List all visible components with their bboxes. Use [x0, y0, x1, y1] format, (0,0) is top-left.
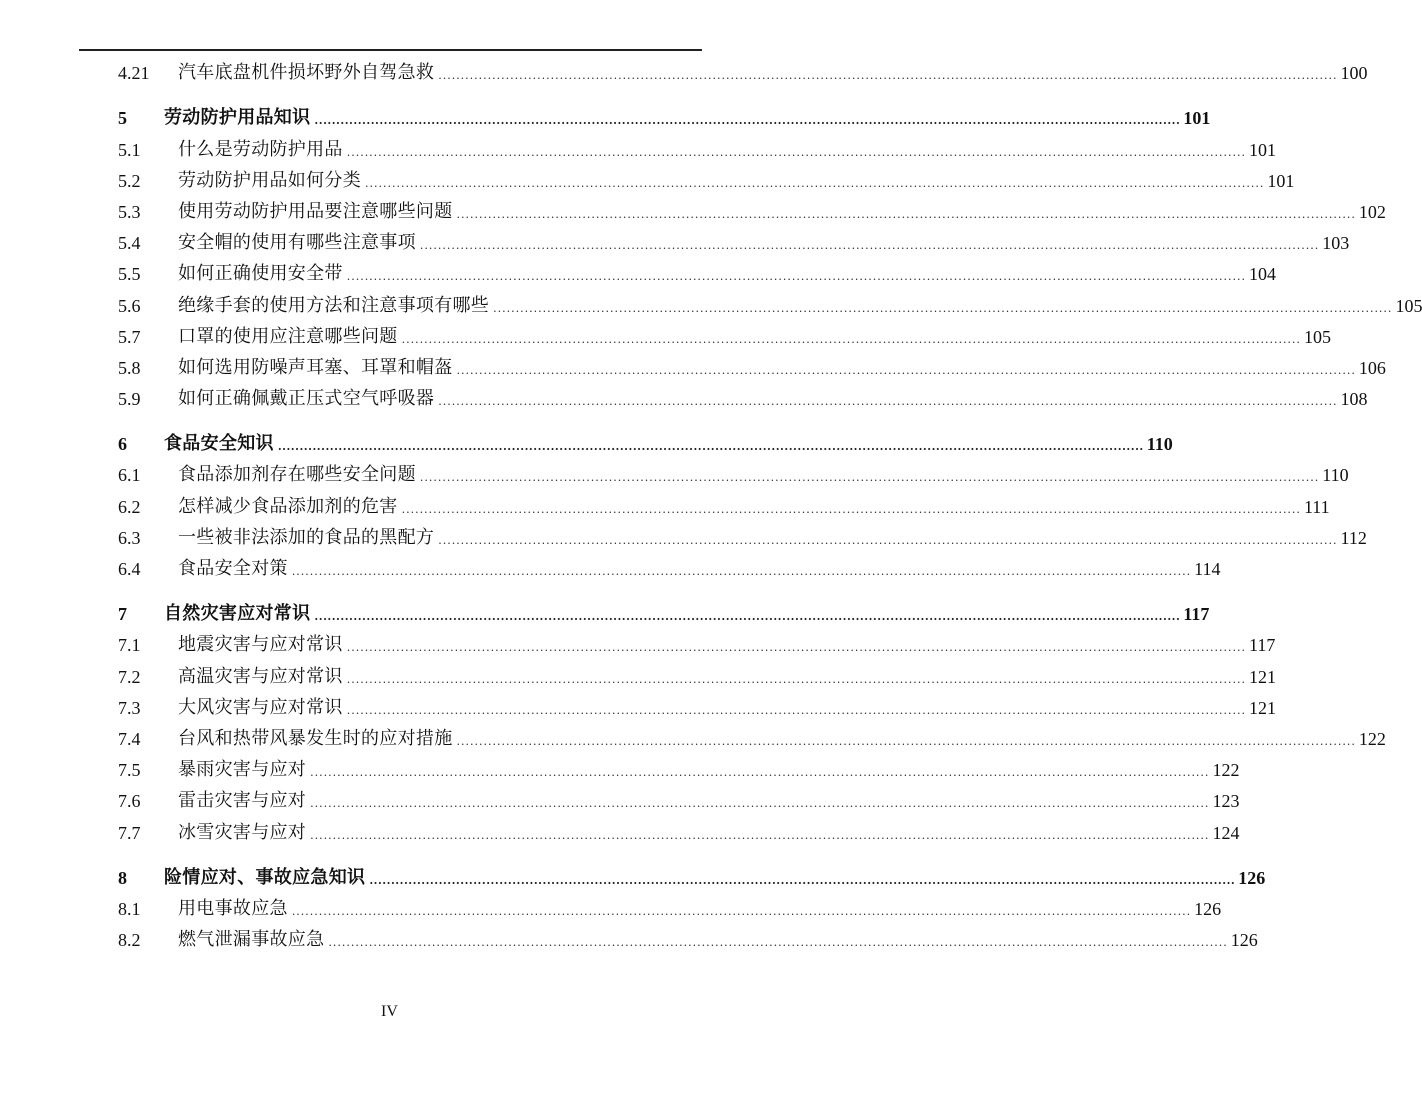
entry-number: 5.2: [118, 170, 141, 191]
entry-title: 冰雪灾害与应对: [178, 821, 307, 843]
entry-number: 8: [118, 867, 127, 888]
entry-number: 5.6: [118, 295, 141, 316]
dot-leader: ........................................................................................................................................................................................................: [401, 502, 1301, 516]
toc-section-entry[interactable]: [118, 54, 1368, 85]
entry-number: 5.1: [118, 139, 141, 160]
toc-section-entry[interactable]: [118, 193, 1386, 224]
entry-title: 台风和热带风暴发生时的应对措施: [178, 727, 453, 749]
entry-title: 如何正确佩戴正压式空气呼吸器: [178, 388, 435, 410]
dot-leader: ........................................................................................................................................................................................................: [291, 565, 1192, 578]
entry-page-number: 114: [1194, 559, 1221, 579]
entry-page-number: 122: [1358, 728, 1386, 749]
entry-page-number: 126: [1194, 898, 1222, 919]
entry-title: 一些被非法添加的食品的黑配方: [178, 526, 435, 548]
entry-number: 6.3: [118, 527, 141, 548]
entry-number: 7.7: [118, 822, 141, 843]
dot-leader: ........................................................................................................................................................................................................: [438, 395, 1338, 409]
entry-title: 险情应对、事故应急知识: [164, 866, 366, 888]
entry-number: 5.9: [118, 389, 141, 410]
entry-page-number: 110: [1322, 465, 1349, 486]
dot-leader: ........................................................................................................................................................................................................: [314, 610, 1181, 624]
dot-leader: ........................................................................................................................................................................................................: [493, 301, 1393, 315]
toc-section-entry[interactable]: [118, 921, 1258, 952]
dot-leader: ........................................................................................................................................................................................................: [401, 332, 1301, 346]
entry-title: 高温灾害与应对常识: [178, 665, 343, 687]
entry-number: 6.1: [118, 465, 141, 486]
entry-number: 5.3: [118, 201, 141, 222]
entry-page-number: 105: [1395, 295, 1422, 316]
toc-section-entry[interactable]: [118, 130, 1277, 161]
entry-page-number: 123: [1212, 791, 1240, 812]
entry-number: 7.6: [118, 791, 141, 812]
entry-page-number: 100: [1340, 63, 1368, 84]
entry-number: 7.4: [118, 728, 141, 749]
toc-section-entry[interactable]: [118, 657, 1277, 688]
entry-title: 大风灾害与应对常识: [178, 696, 343, 718]
entry-page-number: 126: [1230, 930, 1258, 951]
entry-page-number: 105: [1303, 326, 1331, 347]
entry-title: 地震灾害与应对常识: [178, 634, 343, 656]
entry-page-number: 106: [1358, 357, 1386, 378]
toc-section-entry[interactable]: [118, 487, 1330, 518]
toc-section-entry[interactable]: [118, 550, 1221, 581]
entry-title: 汽车底盘机件损坏野外自驾急救: [178, 62, 435, 84]
toc-section-entry[interactable]: [118, 318, 1331, 349]
toc-section-entry[interactable]: [118, 751, 1240, 782]
entry-number: 6.2: [118, 496, 141, 517]
entry-page-number: 121: [1249, 697, 1277, 718]
entry-title: 雷击灾害与应对: [178, 790, 307, 812]
entry-title: 口罩的使用应注意哪些问题: [178, 325, 398, 347]
entry-page-number: 108: [1340, 389, 1368, 410]
entry-title: 自然灾害应对常识: [164, 603, 311, 625]
entry-page-number: 126: [1238, 867, 1266, 888]
entry-title: 用电事故应急: [178, 897, 288, 919]
entry-title: 食品安全知识: [164, 433, 274, 455]
dot-leader: ........................................................................................................................................................................................................: [328, 936, 1228, 950]
dot-leader: ........................................................................................................................................................................................................: [365, 176, 1265, 190]
entry-page-number: 101: [1183, 108, 1211, 129]
entry-title: 如何正确使用安全带: [178, 263, 343, 285]
entry-page-number: 124: [1212, 822, 1240, 843]
entry-number: 7.2: [118, 666, 141, 687]
entry-title: 什么是劳动防护用品: [178, 138, 343, 160]
entry-title: 如何选用防噪声耳塞、耳罩和帽盔: [178, 356, 453, 378]
entry-title: 怎样减少食品添加剂的危害: [178, 495, 398, 517]
entry-number: 7.1: [118, 635, 141, 656]
table-of-contents: [118, 54, 1422, 952]
dot-leader: ........................................................................................................................................................................................................: [419, 471, 1320, 485]
entry-title: 绝缘手套的使用方法和注意事项有哪些: [178, 294, 490, 316]
dot-leader: ........................................................................................................................................................................................................: [369, 873, 1236, 887]
toc-chapter-entry[interactable]: [118, 859, 1266, 890]
entry-number: 6: [118, 434, 127, 455]
entry-title: 劳动防护用品知识: [164, 107, 311, 129]
toc-chapter-entry[interactable]: [118, 99, 1211, 130]
entry-page-number: 112: [1340, 527, 1367, 548]
toc-section-entry[interactable]: [118, 813, 1240, 844]
entry-page-number: 117: [1183, 604, 1210, 625]
toc-section-entry[interactable]: [118, 286, 1422, 317]
entry-title: 使用劳动防护用品要注意哪些问题: [178, 200, 453, 222]
entry-page-number: 102: [1358, 201, 1386, 222]
page-number: IV: [381, 1003, 398, 1020]
dot-leader: ........................................................................................................................................................................................................: [456, 207, 1356, 221]
entry-page-number: 103: [1322, 233, 1350, 254]
header-rule: [79, 49, 702, 51]
dot-leader: ........................................................................................................................................................................................................: [346, 672, 1247, 686]
entry-number: 7: [118, 604, 127, 625]
entry-number: 4.21: [118, 63, 150, 84]
dot-leader: ........................................................................................................................................................................................................: [310, 828, 1210, 842]
entry-number: 5.5: [118, 264, 141, 285]
toc-section-entry[interactable]: [118, 519, 1367, 550]
dot-leader: ........................................................................................................................................................................................................: [438, 69, 1338, 83]
dot-leader: ........................................................................................................................................................................................................: [277, 440, 1144, 454]
dot-leader: ........................................................................................................................................................................................................: [419, 239, 1320, 253]
toc-section-entry[interactable]: [118, 890, 1222, 921]
toc-section-entry[interactable]: [118, 224, 1350, 255]
entry-page-number: 101: [1267, 170, 1295, 191]
toc-section-entry[interactable]: [118, 456, 1349, 487]
entry-title: 燃气泄漏事故应急: [178, 929, 325, 951]
toc-section-entry[interactable]: [118, 255, 1277, 286]
dot-leader: ........................................................................................................................................................................................................: [456, 363, 1356, 377]
dot-leader: ........................................................................................................................................................................................................: [346, 641, 1247, 655]
toc-chapter-entry[interactable]: [118, 595, 1210, 626]
entry-title: 安全帽的使用有哪些注意事项: [178, 232, 416, 254]
entry-title: 暴雨灾害与应对: [178, 759, 307, 781]
entry-number: 5.4: [118, 233, 141, 254]
entry-title: 劳动防护用品如何分类: [178, 169, 361, 191]
entry-page-number: 110: [1146, 434, 1173, 455]
toc-section-entry[interactable]: [118, 162, 1295, 193]
entry-page-number: 101: [1249, 139, 1277, 160]
dot-leader: ........................................................................................................................................................................................................: [291, 904, 1192, 918]
dot-leader: ........................................................................................................................................................................................................: [438, 533, 1338, 547]
entry-page-number: 111: [1303, 496, 1330, 517]
toc-section-entry[interactable]: [118, 720, 1386, 751]
entry-number: 8.2: [118, 930, 141, 951]
entry-title: 食品安全对策: [178, 558, 288, 579]
dot-leader: ........................................................................................................................................................................................................: [310, 766, 1210, 780]
dot-leader: ........................................................................................................................................................................................................: [346, 145, 1247, 159]
entry-number: 8.1: [118, 898, 141, 919]
toc-section-entry[interactable]: [118, 380, 1368, 411]
toc-section-entry[interactable]: [118, 349, 1386, 380]
entry-number: 5.8: [118, 357, 141, 378]
entry-page-number: 104: [1249, 264, 1277, 285]
entry-number: 7.5: [118, 760, 141, 781]
entry-number: 5.7: [118, 326, 141, 347]
entry-title: 食品添加剂存在哪些安全问题: [178, 464, 416, 486]
entry-number: 5: [118, 108, 127, 129]
dot-leader: ........................................................................................................................................................................................................: [456, 734, 1356, 748]
entry-number: 7.3: [118, 697, 141, 718]
entry-page-number: 121: [1249, 666, 1277, 687]
toc-section-entry[interactable]: [118, 626, 1276, 657]
dot-leader: ........................................................................................................................................................................................................: [346, 703, 1247, 717]
toc-chapter-entry[interactable]: [118, 425, 1173, 456]
dot-leader: ........................................................................................................................................................................................................: [314, 114, 1181, 128]
toc-section-entry[interactable]: [118, 782, 1240, 813]
entry-number: 6.4: [118, 559, 141, 579]
dot-leader: ........................................................................................................................................................................................................: [346, 270, 1247, 284]
dot-leader: ........................................................................................................................................................................................................: [310, 797, 1210, 811]
entry-page-number: 122: [1212, 760, 1240, 781]
entry-page-number: 117: [1249, 635, 1276, 656]
toc-section-entry[interactable]: [118, 689, 1277, 720]
